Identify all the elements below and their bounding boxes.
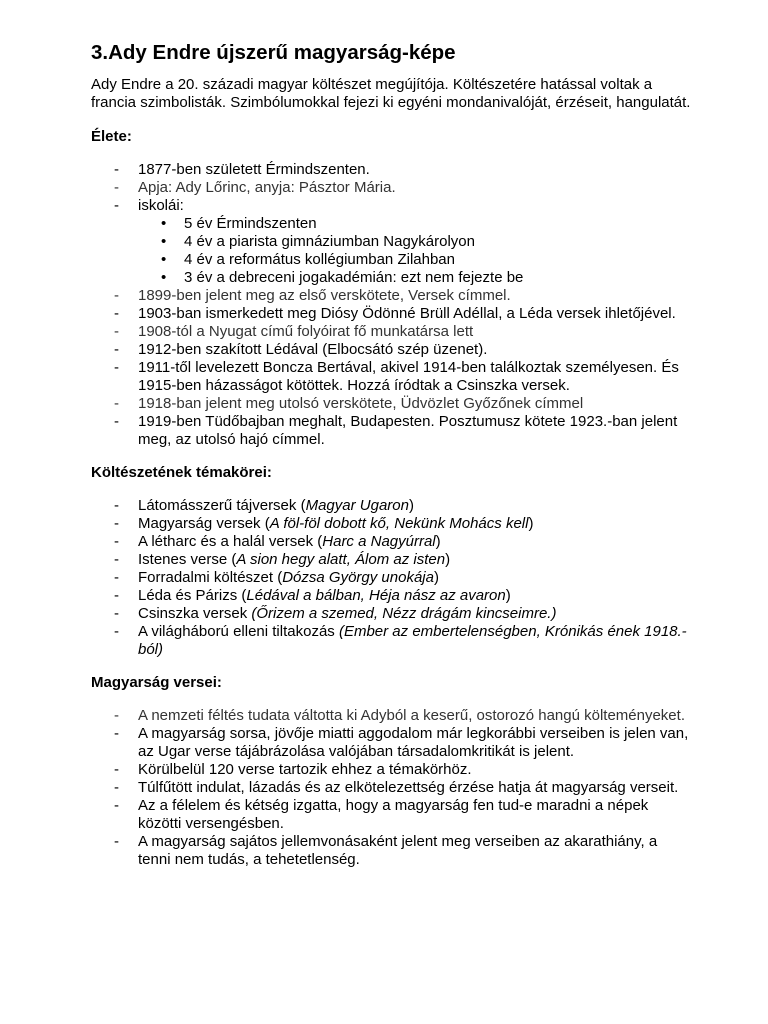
theme-works: A föl-föl dobott kő, Nekünk Mohács kell [269,515,529,532]
theme-label: Látomásszerű tájversek ( [138,497,306,514]
list-item [91,197,691,287]
list-item: - 1877-ben született Érmindszenten. [91,161,691,179]
schools-list [138,215,691,287]
theme-works: Magyar Ugaron [305,497,409,514]
temak-list [91,497,691,659]
theme-label: Csinszka versek [138,605,252,622]
section-heading-temak: Költészetének témakörei: [91,464,272,481]
list-item [91,623,691,659]
theme-label: Léda és Párizs ( [138,587,247,604]
list-item: - Az a félelem és kétség izgatta, hogy a magyarság fen tud-e maradni a népek közötti versengésben. [91,797,691,833]
theme-label: Forradalmi költészet ( [138,569,283,586]
list-item [91,515,691,533]
list-item: - 1911-től levelezett Boncza Bertával, akivel 1914-ben találkoztak személyesen. És 1915-ben házasságot kötöttek. Hozzá íródtak a Csinszka versek. [91,359,691,395]
school-item: • 4 év a református kollégiumban Zilahban [138,251,691,269]
list-item [91,605,691,623]
list-item: - 1919-ben Tüdőbajban meghalt, Budapesten. Posztumusz kötete 1923.-ban jelent meg, az utolsó hajó címmel. [91,413,691,449]
list-item: - 1912-ben szakított Lédával (Elbocsátó szép üzenet). [91,341,691,359]
elete-list [91,161,691,449]
list-item: - A magyarság sorsa, jövője miatti aggodalom már legkorábbi verseiben is jelen van, az Ugar verse tájábrázolása valójában társadalomkritikát is jelent. [91,725,691,761]
theme-works: A sion hegy alatt, Álom az isten [236,551,446,568]
intro-paragraph: Ady Endre a 20. századi magyar költészet megújítója. Költészetére hatással voltak a francia szimbolisták. Szimbólumokkal fejezi ki egyéni mondanivalóját, érzéseit, hangulatát. [91,76,691,111]
theme-label: Magyarság versek ( [138,515,270,532]
theme-works: Harc a Nagyúrral [322,533,436,550]
magyarsag-list [91,707,691,869]
section-heading-elete: Élete: [91,128,132,145]
list-item-label: iskolái: [138,197,184,214]
school-item: • 3 év a debreceni jogakadémián: ezt nem fejezte be [138,269,691,287]
theme-works: Dózsa György unokája [282,569,434,586]
theme-close: ) [408,497,414,514]
theme-label: A világháború elleni tiltakozás [138,623,339,640]
theme-close: ) [528,515,534,532]
school-item: • 5 év Érmindszenten [138,215,691,233]
list-item: - 1918-ban jelent meg utolsó verskötete, Üdvözlet Győzőnek címmel [91,395,691,413]
theme-works: (Őrizem a szemed, Nézz drágám kincseimre.) [251,605,557,622]
list-item: - 1899-ben jelent meg az első verskötete, Versek címmel. [91,287,691,305]
list-item [91,569,691,587]
list-item [91,533,691,551]
theme-close: ) [433,569,439,586]
list-item: - A magyarság sajátos jellemvonásaként jelent meg verseiben az akarathiány, a tenni nem tudás, a tehetetlenség. [91,833,691,869]
list-item: - 1903-ban ismerkedett meg Diósy Ödönné Brüll Adéllal, a Léda versek ihletőjével. [91,305,691,323]
list-item: - 1908-tól a Nyugat című folyóirat fő munkatársa lett [91,323,691,341]
list-item [91,551,691,569]
theme-works: (Ember az embertelenségben, Krónikás ének 1918.-ból) [138,623,687,658]
list-item: - Körülbelül 120 verse tartozik ehhez a témakörhöz. [91,761,691,779]
theme-close: ) [505,587,511,604]
list-item: - Apja: Ady Lőrinc, anyja: Pásztor Mária. [91,179,691,197]
section-heading-magyarsag: Magyarság versei: [91,674,222,691]
theme-close: ) [445,551,451,568]
list-item [91,497,691,515]
theme-label: A létharc és a halál versek ( [138,533,323,550]
theme-works: Lédával a bálban, Héja nász az avaron [246,587,506,604]
page-title: 3.Ady Endre újszerű magyarság-képe [91,41,456,64]
school-item: • 4 év a piarista gimnáziumban Nagykárolyon [138,233,691,251]
list-item: - Túlfűtött indulat, lázadás és az elkötelezettség érzése hatja át magyarság verseit. [91,779,691,797]
list-item [91,587,691,605]
theme-close: ) [435,533,441,550]
list-item: - A nemzeti féltés tudata váltotta ki Adyból a keserű, ostorozó hangú költeményeket. [91,707,691,725]
theme-label: Istenes verse ( [138,551,237,568]
